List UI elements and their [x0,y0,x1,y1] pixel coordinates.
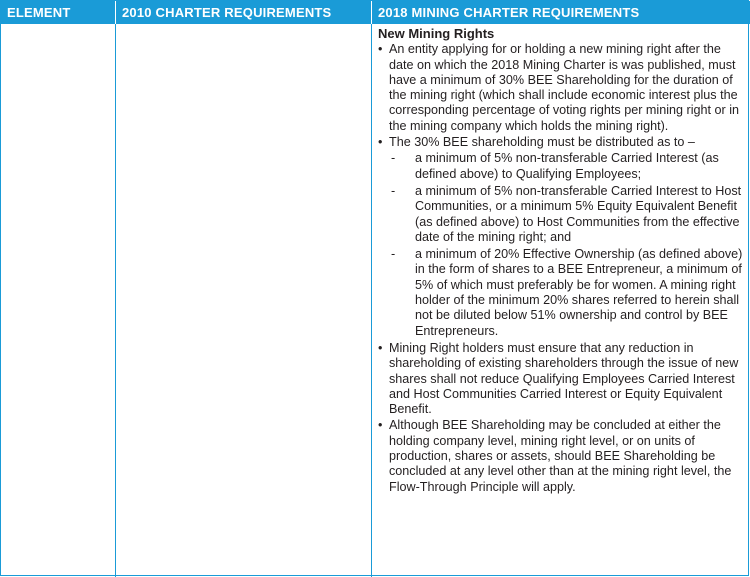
bullet-item: • Although BEE Shareholding may be concluded at either the holding company level, mining right level, or on units of production, shares or assets, should BEE Shareholding be concluded at any level other than at the mining right level, the Flow-Through Principle will apply. [378,418,744,494]
bullet-item: • An entity applying for or holding a new mining right after the date on which the 2018 Mining Charter is was published, must have a minimum of 30% BEE Shareholding for the duration of the mining right (which shall include economic interest plus the corresponding percentage of voting rights per mining right or in the mining company which holds the mining right). [378,42,744,134]
table-header [1,1,750,24]
dash-item [378,247,744,339]
header-element: ELEMENT [7,5,71,20]
dash-mark: - [391,247,396,262]
header-2010-requirements: 2010 CHARTER REQUIREMENTS [122,5,332,20]
column-divider [371,24,372,577]
bullet-item: • The 30% BEE shareholding must be distributed as to – [378,135,744,150]
dash-item-text: a minimum of 20% Effective Ownership (as defined above) in the form of shares to a BEE Entrepreneur, a minimum of 5% of which must preferably be for women. A mining right holder of the minimum 20% shares referred to herein shall not be diluted below 51% ownership and control by BEE Entrepreneurs. [415,247,743,338]
dash-item-text: a minimum of 5% non-transferable Carried Interest to Host Communities, or a minimum 5% Equity Equivalent Benefit (as defined above) to Host Communities from the effective date of the mining right; and [415,183,742,244]
cell-2018-requirements [378,26,744,496]
dash-mark: - [391,151,396,166]
bullet-item: • Mining Right holders must ensure that any reduction in shareholding of existing shareholders through the issue of new shares shall not reduce Qualifying Employees Carried Interest and Host Communities Carried Interest or Equity Equivalent Benefit. [378,341,744,417]
header-2018-requirements: 2018 MINING CHARTER REQUIREMENTS [378,5,640,20]
dash-item [378,151,744,182]
dash-item-text: a minimum of 5% non-transferable Carried Interest (as defined above) to Qualifying Employees; [415,151,719,181]
dash-item [378,184,744,245]
column-divider [115,24,116,577]
section-title: New Mining Rights [378,26,495,41]
dash-mark: - [391,183,396,198]
